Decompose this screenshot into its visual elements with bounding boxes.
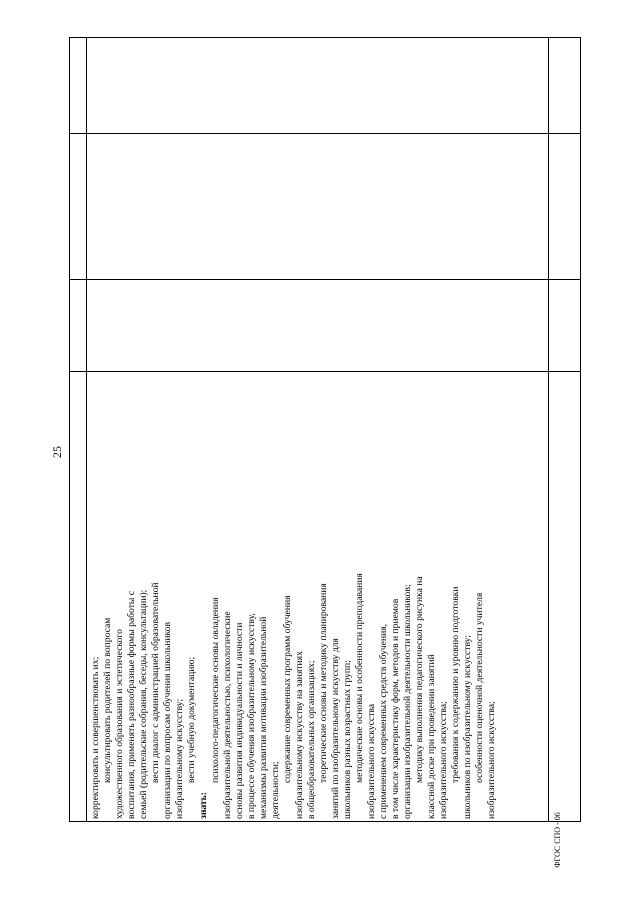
table-row-divider	[70, 133, 580, 134]
text-line: методику выполнения педагогического рисунка на	[414, 576, 425, 783]
page-number: 25	[50, 446, 64, 458]
text-line: консультировать родителей по вопросам	[102, 617, 113, 783]
text-line: занятий по изобразительному искусству для	[330, 638, 341, 819]
text-line: особенности оценочной деятельности учителя	[474, 592, 485, 783]
text-line: основы развития индивидуальности и личности	[234, 622, 245, 819]
text-line: семьей (родительские собрания, беседы, консультации);	[138, 589, 149, 819]
text-line: теоретические основы и методику планирования	[318, 583, 329, 783]
text-line: в процессе обучения изобразительному искусству,	[246, 613, 257, 819]
text-line: механизмы развития мотивации изобразительной	[258, 616, 269, 819]
text-line: с применением современных средств обучения,	[378, 623, 389, 819]
cell-text-block	[90, 463, 498, 819]
text-line: психолого-педагогические основы овладения	[210, 597, 221, 783]
text-line: изобразительного искусства;	[438, 701, 449, 819]
table-row-divider	[70, 371, 580, 372]
text-line: классной доске при проведении занятий	[426, 654, 437, 819]
text-line: корректировать и совершенствовать их;	[90, 656, 101, 819]
text-line: изобразительному искусству;	[174, 698, 185, 819]
text-line: вести учебную документацию;	[186, 656, 197, 783]
text-line: изобразительной деятельностью, психологические	[222, 611, 233, 819]
text-line: школьников разных возрастных групп;	[342, 660, 353, 819]
table-column-divider	[86, 38, 87, 821]
text-line: воспитания, применять разнообразные формы работы с	[126, 591, 137, 819]
text-line: в том числе характеристику форм, методов и приемов	[390, 598, 401, 819]
text-line: школьников по изобразительному искусству;	[462, 634, 473, 819]
table-row-divider	[70, 279, 580, 280]
text-line: изобразительному искусству на занятиях	[294, 651, 305, 819]
text-line: изобразительного искусства	[366, 703, 377, 819]
text-line: вести диалог с администрацией образовательной	[150, 582, 161, 783]
text-line: организации изобразительной деятельности школьников;	[402, 584, 413, 819]
text-line: организации по вопросам обучения школьников	[162, 622, 173, 819]
text-line: содержание современных программ обучения	[282, 595, 293, 783]
text-line: художественного образования и эстетического	[114, 629, 125, 819]
footer-code: ФГОС СПО - 06	[553, 812, 562, 868]
section-heading: знать:	[198, 792, 209, 819]
text-line: изобразительного искусства;	[486, 701, 497, 819]
table-column-divider	[548, 38, 549, 821]
text-line: требования к содержанию и уровню подготовки	[450, 586, 461, 783]
text-line: в общеобразовательных организациях;	[306, 660, 317, 819]
text-line: методические основы и особенности преподавания	[354, 573, 365, 783]
text-line: деятельности;	[270, 761, 281, 819]
